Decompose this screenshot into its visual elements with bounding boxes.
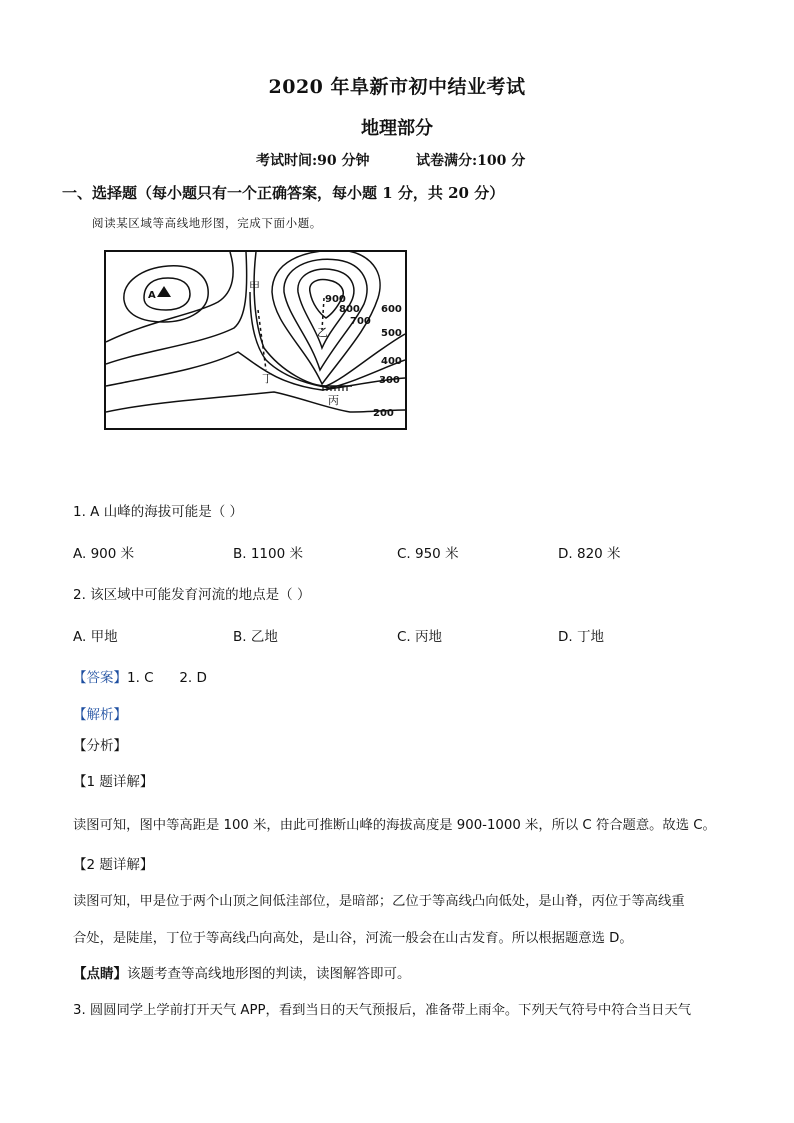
fenxi-tag: 【分析】: [73, 738, 127, 754]
detail-2-tag: 【2 题详解】: [73, 857, 154, 873]
detail-2-line-2: 合处，是陡崖，丁位于等高线凸向高处，是山谷，河流一般会在山古发育。所以根据题意选 D。: [73, 931, 633, 946]
detail-1-text: 读图可知，图中等高距是 100 米，由此可推断山峰的海拔高度是 900-1000 米，所以 C 符合题意。故选 C。: [73, 818, 716, 833]
dianjing-tag: 【点睛】: [73, 966, 127, 982]
contour-200: [106, 392, 405, 412]
contour-map: [104, 250, 407, 430]
contour-label-600: 600: [381, 304, 402, 315]
detail-2-line-1: 读图可知，甲是位于两个山顶之间低洼部位，是暗部；乙位于等高线凸向低处，是山脊，丙位于等高线重: [73, 894, 685, 909]
jiexi-tag: 【解析】: [73, 707, 127, 723]
peak-triangle-icon: [157, 286, 171, 297]
question-3-stem: 3. 圆圆同学上学前打开天气 APP，看到当日的天气预报后，准备带上雨伞。下列天气符号中符合当日天气: [73, 1003, 692, 1018]
contour-label-500: 500: [381, 328, 402, 339]
question-1-option-d[interactable]: D. 820 米: [558, 546, 621, 562]
question-1-stem: 1. A 山峰的海拔可能是（ ）: [73, 504, 243, 520]
exam-time: 考试时间:90 分钟: [256, 153, 370, 169]
contour-label-300: 300: [379, 375, 400, 386]
full-score: 试卷满分:100 分: [416, 153, 526, 169]
contour-label-900: 900: [325, 294, 346, 305]
answer-text: 1. C 2. D: [127, 670, 207, 686]
contour-label-800: 800: [339, 304, 360, 315]
question-2-option-a[interactable]: A. 甲地: [73, 629, 118, 645]
answer-line: [73, 666, 207, 686]
place-label-ding: 丁: [262, 372, 273, 385]
contour-label-200: 200: [373, 408, 394, 419]
question-2-option-c[interactable]: C. 丙地: [397, 629, 443, 645]
page-subtitle: 地理部分: [361, 118, 433, 139]
question-2-stem: 2. 该区域中可能发育河流的地点是（ ）: [73, 587, 311, 603]
ridge-line-jia-ding: [258, 310, 266, 370]
place-label-yi: 乙: [317, 326, 328, 339]
question-1-option-b[interactable]: B. 1100 米: [233, 546, 303, 562]
contour-map-svg: [106, 252, 405, 428]
peak-label-a: A: [148, 290, 156, 301]
place-label-bing: 丙: [328, 394, 339, 407]
dianjing-line: [73, 962, 411, 982]
question-1-option-c[interactable]: C. 950 米: [397, 546, 459, 562]
contour-300: [106, 352, 405, 390]
dianjing-text: 该题考查等高线地形图的判读，读图解答即可。: [127, 966, 411, 982]
question-1-option-a[interactable]: A. 900 米: [73, 546, 135, 562]
section-heading: 一、选择题（每小题只有一个正确答案，每小题 1 分，共 20 分）: [62, 184, 505, 202]
question-2-option-b[interactable]: B. 乙地: [233, 629, 278, 645]
question-2-option-d[interactable]: D. 丁地: [558, 629, 604, 645]
detail-1-tag: 【1 题详解】: [73, 774, 154, 790]
reading-instruction: 阅读某区域等高线地形图，完成下面小题。: [92, 216, 322, 230]
contour-label-700: 700: [350, 316, 371, 327]
contour-label-400: 400: [381, 356, 402, 367]
answer-tag: 【答案】: [73, 670, 127, 686]
page-title: 2020 年阜新市初中结业考试: [268, 76, 526, 98]
place-label-jia: 甲: [249, 280, 260, 293]
